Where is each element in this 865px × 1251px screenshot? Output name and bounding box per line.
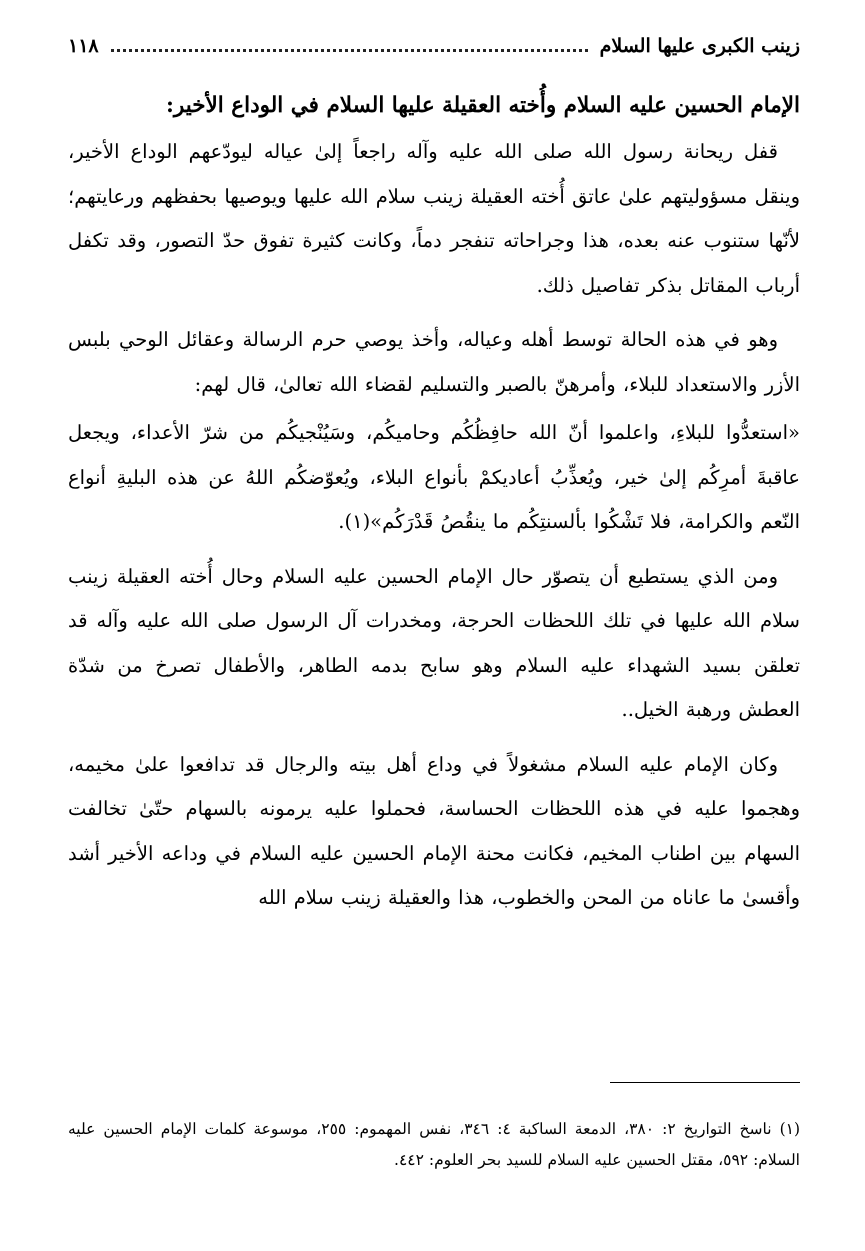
book-page [68,30,800,1225]
section-heading: الإمام الحسين عليه السلام وأُخته العقيلة عليها السلام في الوداع الأخير: [165,93,800,118]
running-header [68,30,800,62]
footnote-separator [610,1082,800,1083]
paragraph: قفل ريحانة رسول الله صلى الله عليه وآله راجعاً إلىٰ عياله ليودّعهم الوداع الأخير، وينقل مسؤوليتهم علىٰ عاتق أُخته العقيلة زينب سلام الله عليها ويوصيها بحفظهم ورعايتهم؛ لأنّها ستنوب عنه بعده، هذا وجراحاته تنفجر دماً، وكانت كثيرة تفوق حدّ التصور، وقد تكفل أرباب المقاتل بذكر تفاصيل ذلك. [68,140,800,297]
paragraph: وكان الإمام عليه السلام مشغولاً في وداع أهل بيته والرجال قد تدافعوا علىٰ مخيمه، وهجموا عليه في هذه اللحظات الحساسة، فحملوا عليه يرمونه بالسهام حتّىٰ تخالفت السهام بين اطناب المخيم، فكانت محنة الإمام الحسين عليه السلام في وداعه الأخير أشد وأقسىٰ ما عاناه من المحن والخطوب، هذا والعقيلة زينب سلام الله [68,752,800,909]
paragraph: ومن الذي يستطيع أن يتصوّر حال الإمام الحسين عليه السلام وحال أُخته العقيلة زينب سلام الله عليها في تلك اللحظات الحرجة، ومخدرات آل الرسول صلى الله عليه وآله قد تعلقن بسيد الشهداء عليه السلام وهو سابح بدمه الطاهر، والأطفال تصرخ من شدّة العطش ورهبة الخيل.. [68,564,800,721]
book-title: زينب الكبرى عليها السلام [599,35,800,57]
page-number: ١١٨ [68,35,99,57]
quoted-paragraph: «استعدُّوا للبلاءِ، واعلموا أنّ الله حافِظُكُم وحاميكُم، وسَيُنْجيكُم من شرّ الأعداء، ويجعل عاقبةَ أمرِكُم إلىٰ خير، ويُعذِّبُ أعاديكمْ بأنواع البلاء، ويُعوّضكُم اللهُ عن هذه البليةِ أنواع النّعم والكرامة، فلا تَشْكُوا بألسنتِكُم ما ينقُصُ قَدْرَكُم»(١). [68,421,800,533]
paragraph: وهو في هذه الحالة توسط أهله وعياله، وأخذ يوصي حرم الرسالة وعقائل الوحي بلبس الأزر والاستعداد للبلاء، وأمرهنّ بالصبر والتسليم لقضاء الله تعالىٰ، قال لهم: [68,328,800,396]
body-text [68,130,800,921]
dotted-leader [111,49,588,52]
footnote: (١) ناسخ التواريخ ٢: ٣٨٠، الدمعة الساكبة ٤: ٣٤٦، نفس المهموم: ٢٥٥، موسوعة كلمات الإمام الحسين عليه السلام: ٥٩٢، مقتل الحسين عليه السلام للسيد بحر العلوم: ٤٤٢. [68,1119,801,1169]
